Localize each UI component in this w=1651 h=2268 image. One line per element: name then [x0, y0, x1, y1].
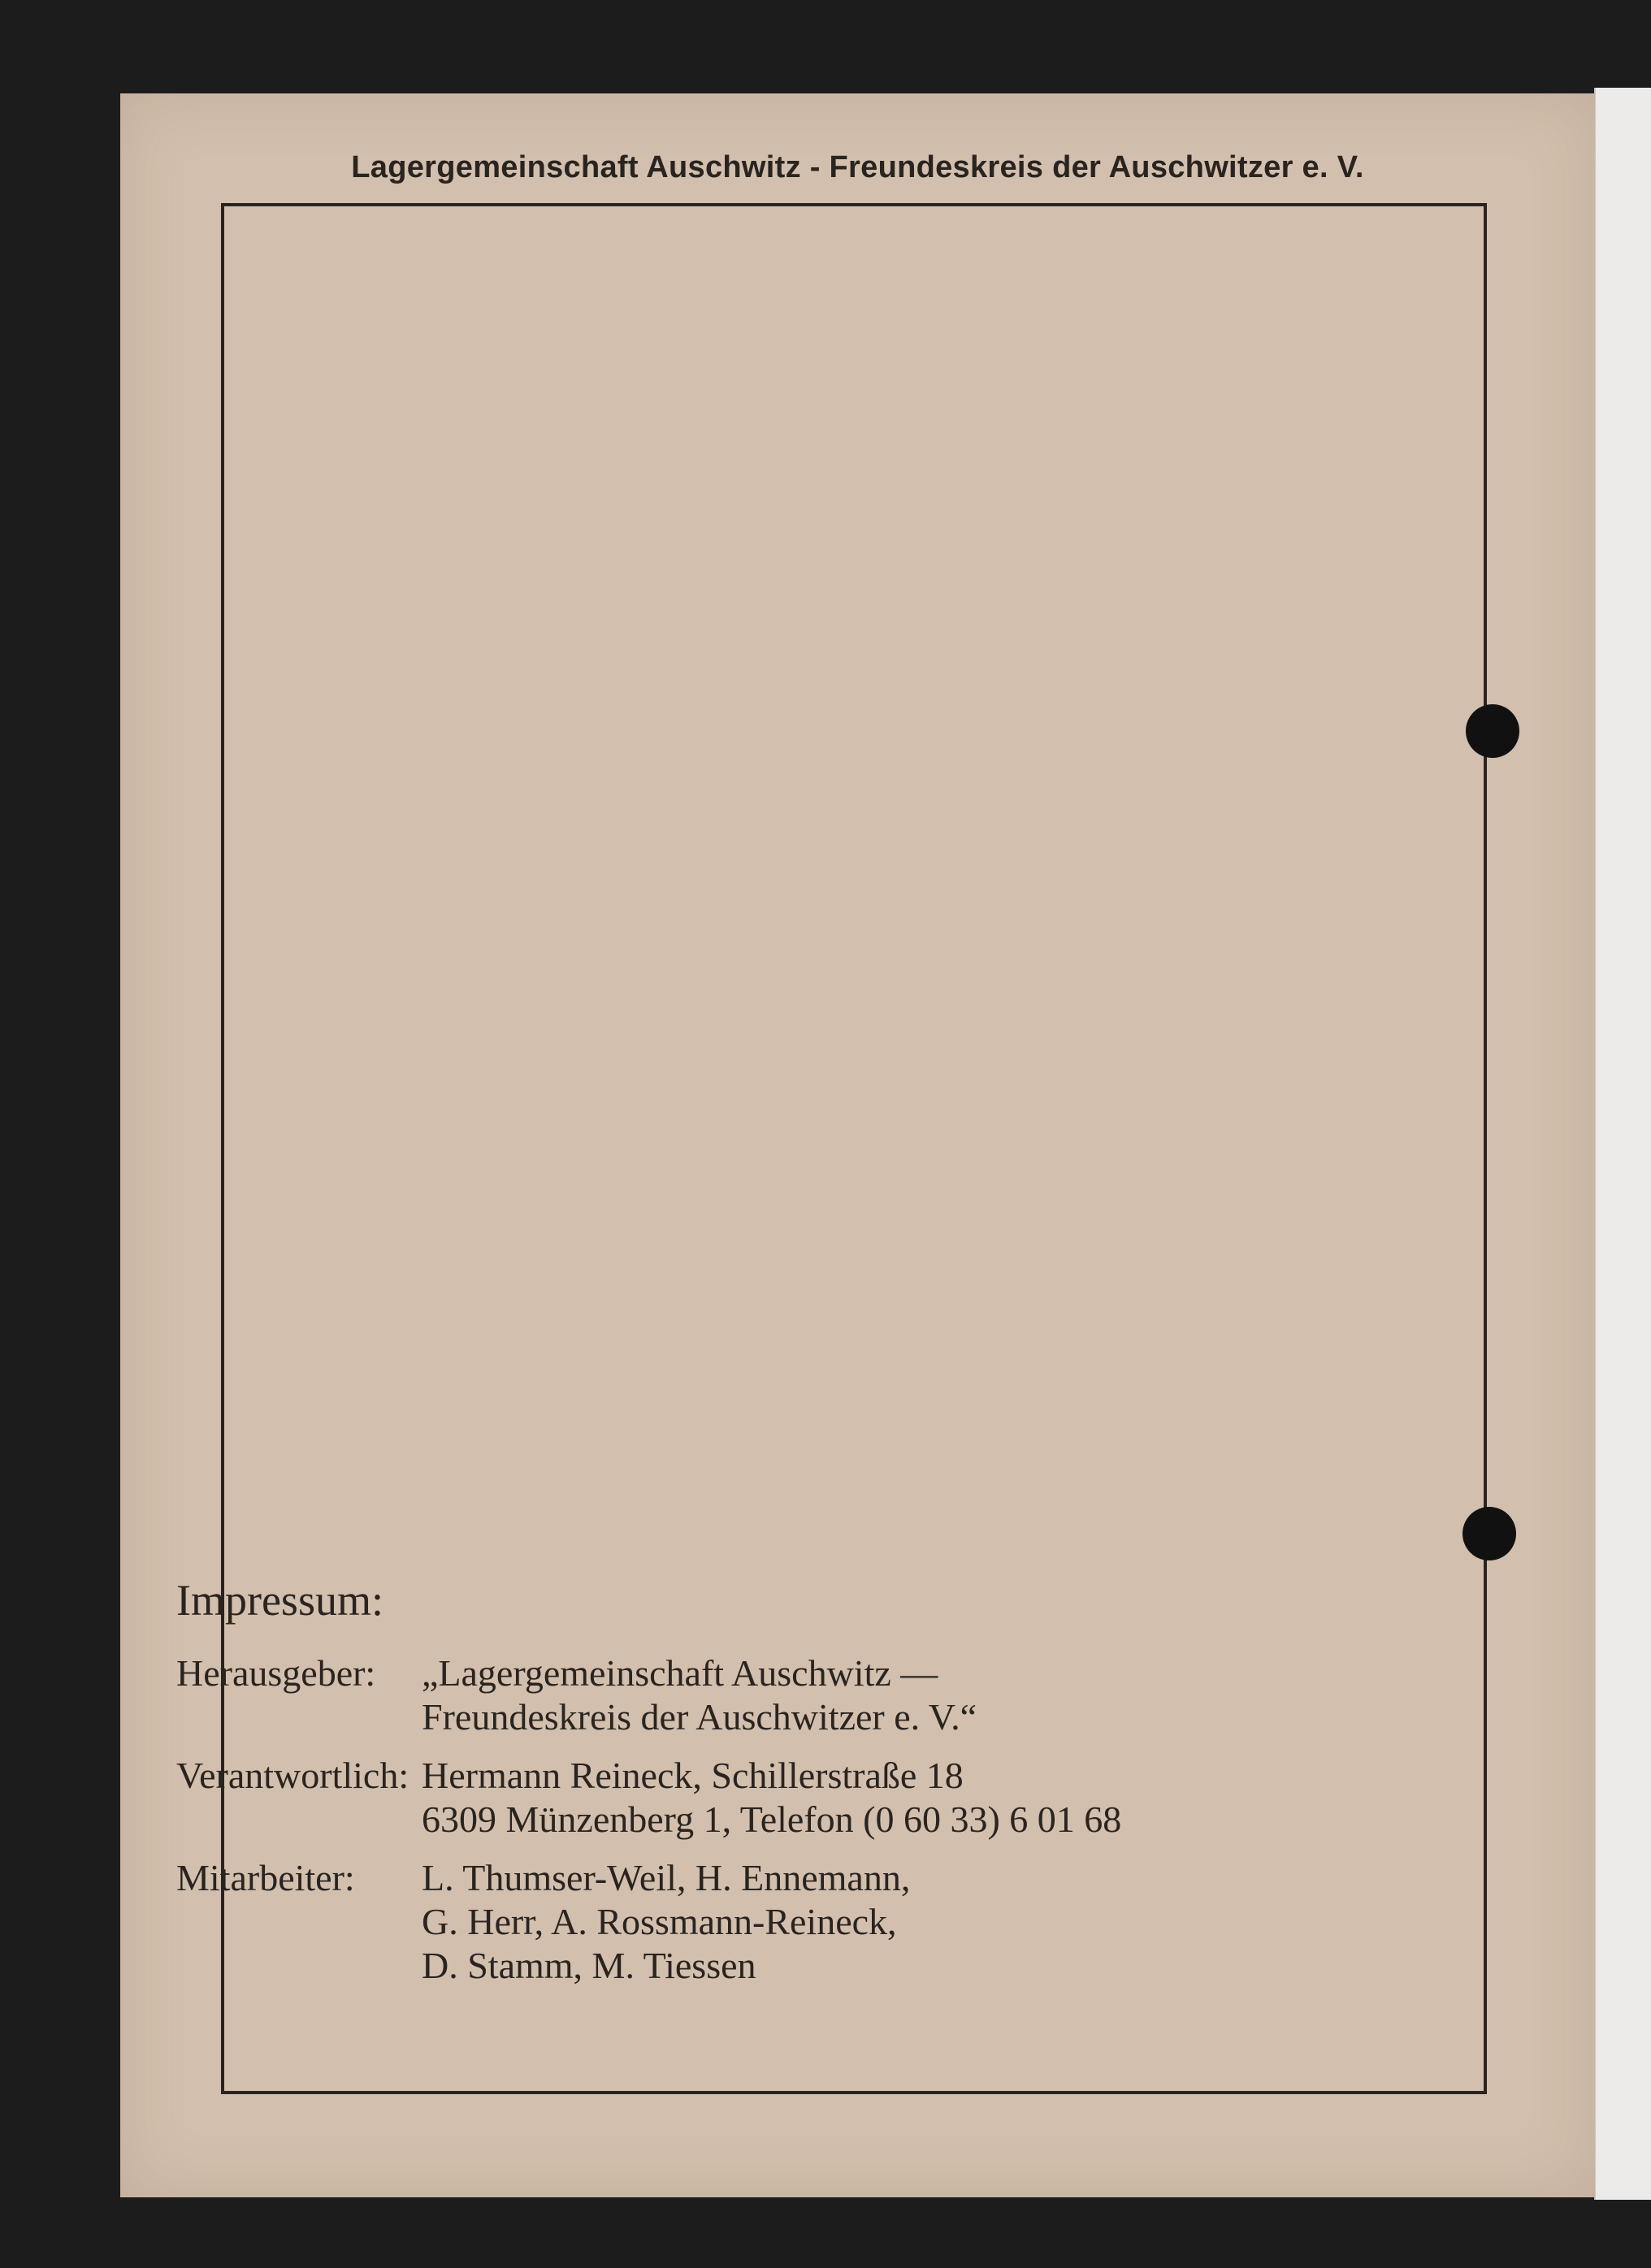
- impressum-line: „Lagergemeinschaft Auschwitz —: [422, 1651, 938, 1694]
- impressum-title: Impressum:: [176, 1576, 384, 1625]
- impressum-label: Verantwortlich:: [176, 1754, 410, 1796]
- page-header-title: Lagergemeinschaft Auschwitz - Freundeskreis der Auschwitzer e. V.: [351, 150, 1364, 184]
- impressum-line: D. Stamm, M. Tiessen: [422, 1944, 756, 1986]
- impressum-entry-publisher: [176, 1651, 1314, 1739]
- impressum-line: Freundeskreis der Auschwitzer e. V.“: [422, 1695, 977, 1738]
- impressum-value: [422, 1856, 1314, 1988]
- impressum-value: [422, 1651, 1314, 1739]
- impressum-line: Hermann Reineck, Schillerstraße 18: [422, 1754, 964, 1796]
- impressum-entry-contributors: [176, 1856, 1314, 1988]
- impressum-value: [422, 1754, 1314, 1842]
- punch-hole-upper: [1466, 704, 1519, 758]
- impressum-entry-responsible: [176, 1754, 1314, 1842]
- impressum-label: Mitarbeiter:: [176, 1856, 355, 1898]
- punch-hole-lower: [1462, 1507, 1516, 1560]
- adjacent-page-edge: [1594, 88, 1651, 2200]
- impressum-line: L. Thumser-Weil, H. Ennemann,: [422, 1856, 911, 1898]
- impressum-section: [176, 1574, 1314, 2002]
- impressum-line: G. Herr, A. Rossmann-Reineck,: [422, 1900, 897, 1942]
- impressum-label: Herausgeber:: [176, 1651, 376, 1694]
- impressum-line: 6309 Münzenberg 1, Telefon (0 60 33) 6 01 68: [422, 1798, 1122, 1840]
